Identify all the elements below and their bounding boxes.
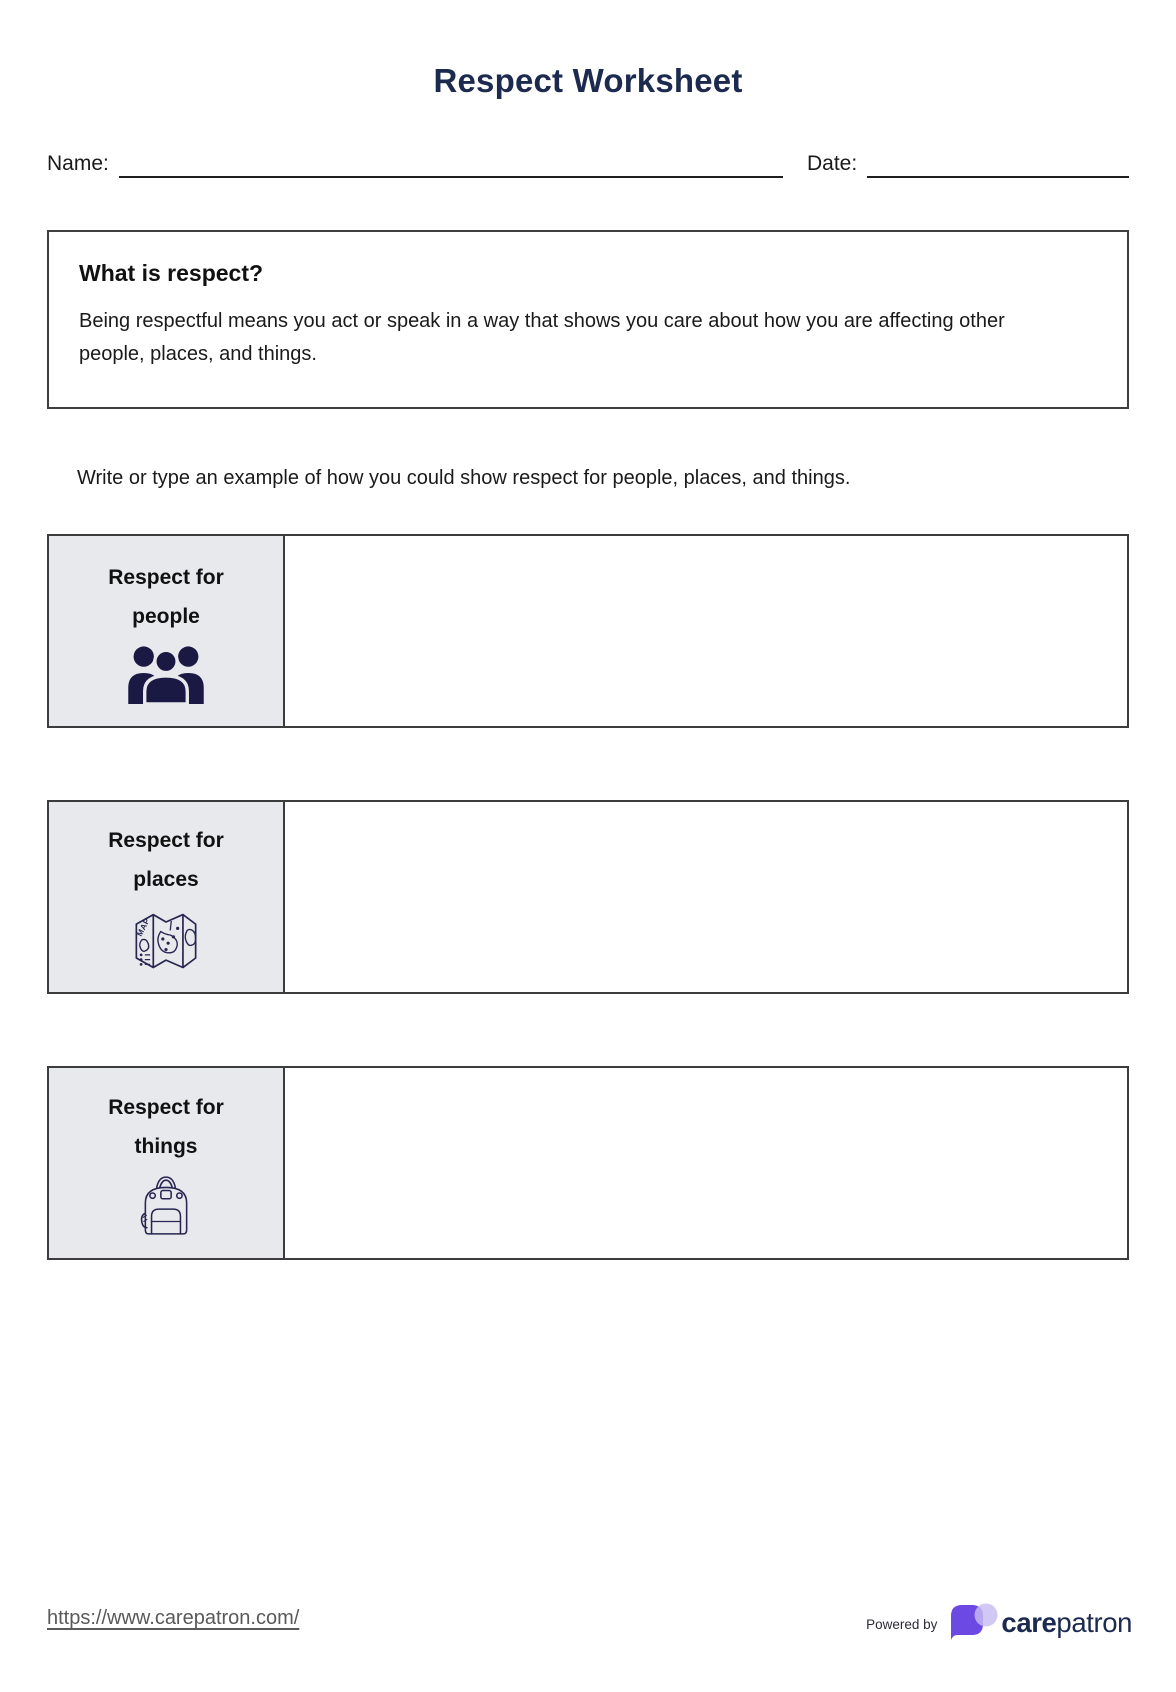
answer-cell-things[interactable] (285, 1068, 1127, 1258)
powered-by-footer (866, 1600, 1132, 1642)
powered-by-label: Powered by (866, 1616, 938, 1632)
name-input-line[interactable] (119, 152, 783, 178)
what-is-respect-box (47, 230, 1129, 409)
row-label-line2: places (133, 868, 199, 891)
info-box-heading: What is respect? (79, 260, 264, 286)
brand-patron: patron (1056, 1607, 1132, 1638)
row-label (108, 821, 224, 899)
row-label-line2: people (132, 605, 200, 628)
table-row-places (47, 800, 1129, 994)
instruction-text: Write or type an example of how you could show respect for people, places, and things. (77, 467, 851, 489)
speech-bubbles-logo-icon (946, 1600, 998, 1642)
row-label-line1: Respect for (108, 1096, 224, 1119)
page-title: Respect Worksheet (433, 62, 743, 99)
answer-cell-people[interactable] (285, 536, 1127, 726)
info-box-body: Being respectful means you act or speak in a way that shows you care about how you are affecting other people, places, and things. (79, 310, 1005, 365)
backpack-icon (138, 1174, 194, 1238)
name-label: Name: (47, 152, 109, 175)
row-label (108, 1088, 224, 1166)
row-label-line2: things (134, 1135, 198, 1158)
label-cell-people (49, 536, 285, 726)
date-label: Date: (807, 152, 858, 175)
date-input-line[interactable] (867, 152, 1129, 178)
table-row-things (47, 1066, 1129, 1260)
date-field-group (807, 152, 1129, 178)
table-row-people (47, 534, 1129, 728)
people-icon (125, 644, 207, 704)
brand-wordmark (1001, 1607, 1132, 1639)
map-icon (130, 907, 202, 973)
row-label-line1: Respect for (108, 829, 224, 852)
row-label (108, 558, 224, 636)
answer-cell-places[interactable] (285, 802, 1127, 992)
name-field-group (47, 152, 783, 178)
map-icon-text: MAP (134, 916, 152, 938)
row-label-line1: Respect for (108, 566, 224, 589)
brand-care: care (1001, 1607, 1057, 1638)
name-date-row (47, 152, 1129, 178)
label-cell-places (49, 802, 285, 992)
carepatron-link[interactable]: https://www.carepatron.com/ (47, 1607, 300, 1629)
label-cell-things (49, 1068, 285, 1258)
worksheet-page (0, 62, 1176, 1260)
